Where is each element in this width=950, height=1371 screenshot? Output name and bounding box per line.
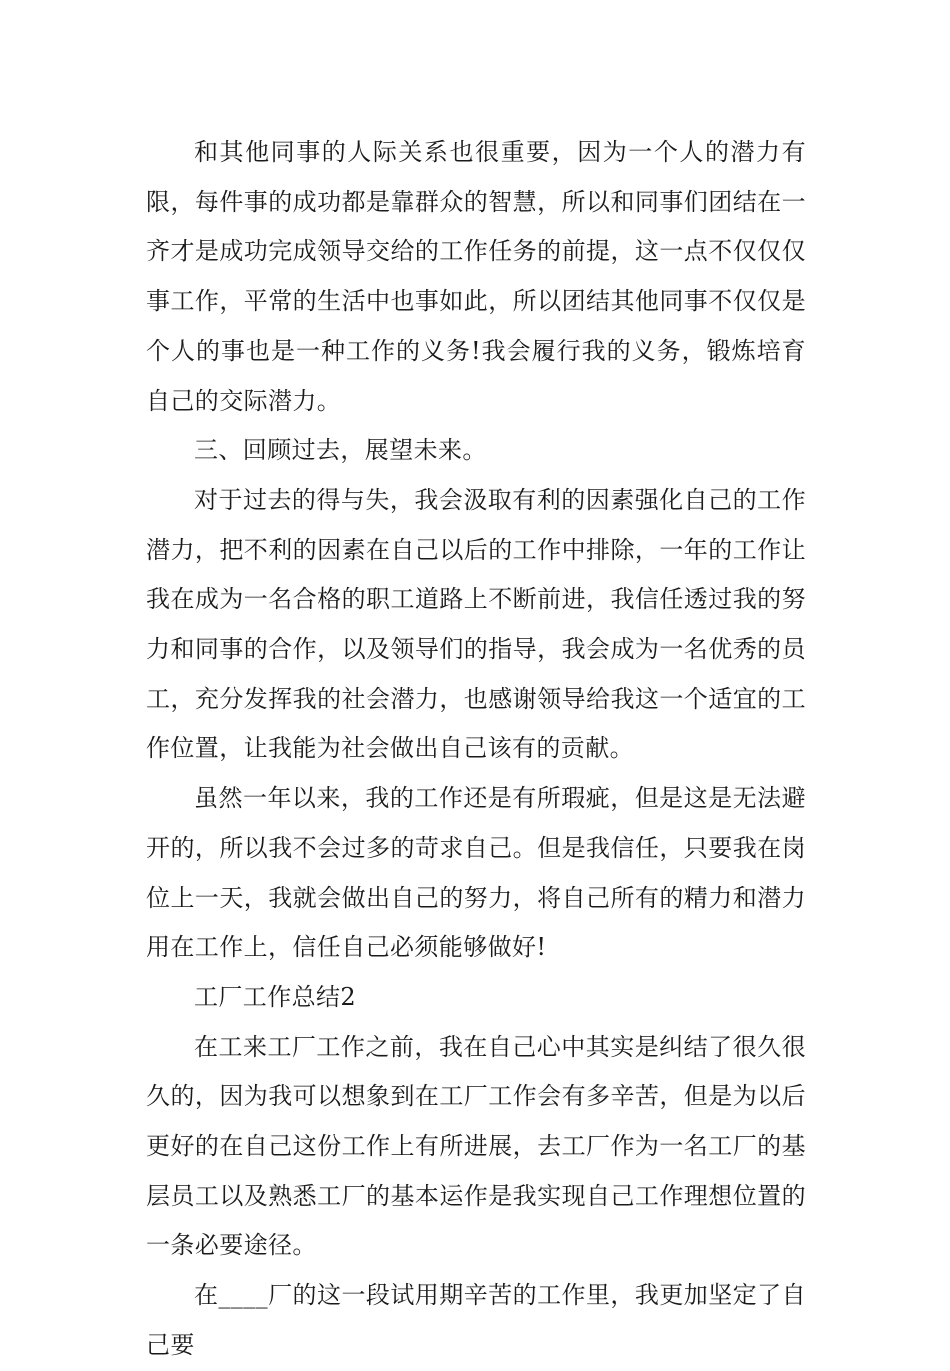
paragraph-before-factory: 在工来工厂工作之前，我在自己心中其实是纠结了很久很久的，因为我可以想象到在工厂工作会有多辛苦，但是为以后更好的在自己这份工作上有所进展，去工厂作为一名工厂的基层员工以及熟悉工厂的基本运作是我实现自己工作理想位置的一条必要途径。 (146, 1032, 806, 1260)
document-body (146, 128, 806, 1371)
paragraph-probation: 在____厂的这一段试用期辛苦的工作里，我更加坚定了自己要 (146, 1281, 806, 1359)
section-title-summary-2: 工厂工作总结2 (194, 982, 357, 1011)
section-heading-review: 三、回顾过去，展望未来。 (194, 436, 487, 465)
paragraph-shortcomings: 虽然一年以来，我的工作还是有所瑕疵，但是这是无法避开的，所以我不会过多的苛求自己。但是我信任，只要我在岗位上一天，我就会做出自己的努力，将自己所有的精力和潜力用在工作上，信任自己必须能够做好! (146, 784, 806, 962)
paragraph-colleague-relations: 和其他同事的人际关系也很重要，因为一个人的潜力有限，每件事的成功都是靠群众的智慧，所以和同事们团结在一齐才是成功完成领导交给的工作任务的前提，这一点不仅仅仅事工作，平常的生活中也事如此，所以团结其他同事不仅仅是个人的事也是一种工作的义务!我会履行我的义务，锻炼培育自己的交际潜力。 (146, 138, 806, 415)
paragraph-past-gains: 对于过去的得与失，我会汲取有利的因素强化自己的工作潜力，把不利的因素在自己以后的工作中排除，一年的工作让我在成为一名合格的职工道路上不断前进，我信任透过我的努力和同事的合作，以及领导们的指导，我会成为一名优秀的员工，充分发挥我的社会潜力，也感谢领导给我这一个适宜的工作位置，让我能为社会做出自己该有的贡献。 (146, 485, 806, 763)
